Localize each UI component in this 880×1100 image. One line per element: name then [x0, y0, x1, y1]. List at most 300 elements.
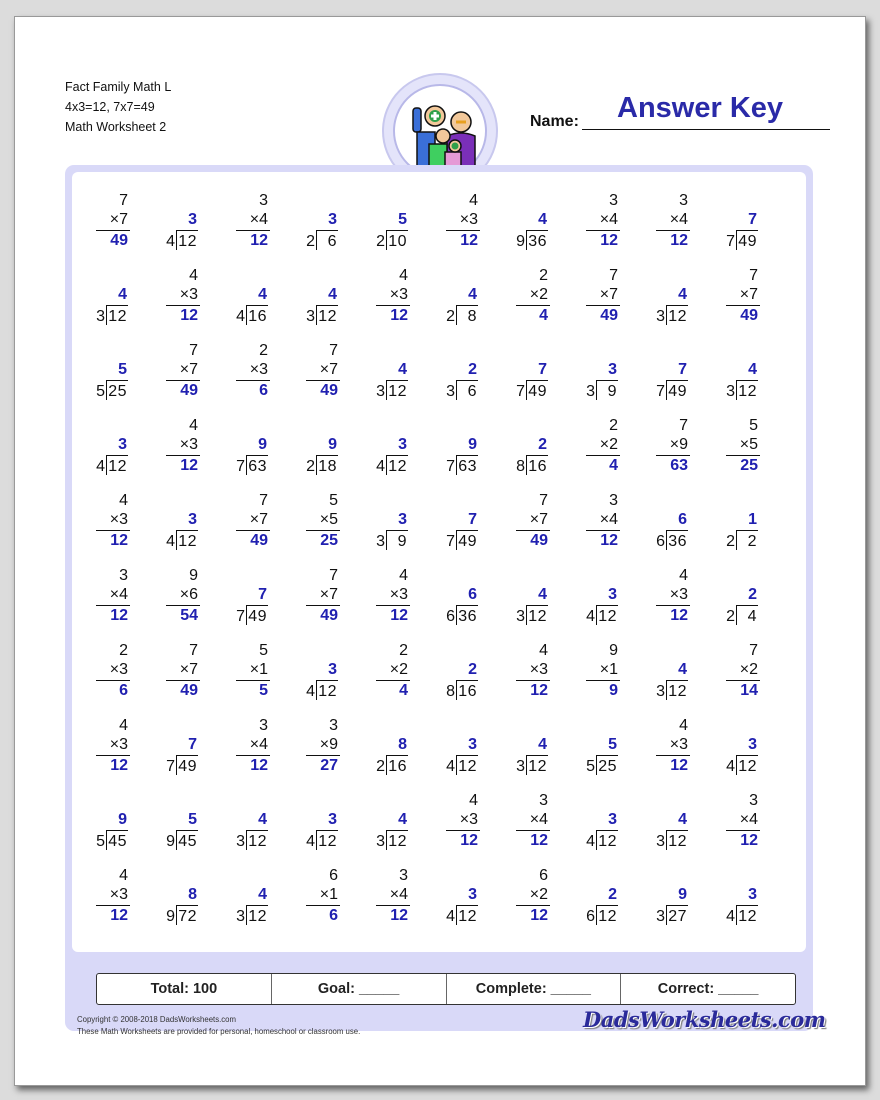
factor-bottom [228, 661, 268, 679]
factor-top: 3 [329, 717, 338, 734]
product-answer: 49 [180, 382, 198, 399]
dividend: 2 [747, 533, 757, 550]
times-sign: × [319, 886, 330, 903]
divisor: 4 [376, 458, 385, 475]
times-sign: × [669, 736, 680, 753]
division-problem [84, 267, 154, 342]
divisor: 4 [446, 908, 455, 925]
multiplication-problem [504, 492, 574, 567]
factor-bottom [298, 736, 338, 754]
factor-bottom [718, 436, 758, 454]
times-sign: × [249, 736, 260, 753]
division-problem [364, 192, 434, 267]
factor-bottom-value: 3 [679, 586, 688, 603]
division-problem [504, 717, 574, 792]
goal-field[interactable]: Goal: _____ [272, 974, 447, 1004]
factor-bottom [368, 886, 408, 904]
division-problem [504, 192, 574, 267]
quotient-answer: 7 [468, 511, 477, 528]
divisor: 2 [306, 233, 315, 250]
factor-bottom [508, 886, 548, 904]
divisor: 3 [376, 833, 385, 850]
division-problem [714, 867, 784, 942]
division-problem [434, 267, 504, 342]
factor-bottom-value: 3 [119, 736, 128, 753]
multiplication-problem [84, 867, 154, 942]
division-problem [714, 192, 784, 267]
factor-bottom-value: 2 [539, 886, 548, 903]
factor-top: 4 [469, 192, 478, 209]
factor-top: 3 [679, 192, 688, 209]
factor-bottom-value: 3 [119, 661, 128, 678]
factor-bottom-value: 7 [259, 511, 268, 528]
product-answer: 12 [670, 757, 688, 774]
answer-line [726, 680, 760, 681]
quotient-answer: 7 [678, 361, 687, 378]
product-answer: 12 [390, 607, 408, 624]
times-sign: × [599, 661, 610, 678]
factor-bottom-value: 4 [399, 886, 408, 903]
quotient-answer: 9 [258, 436, 267, 453]
factor-bottom-value: 1 [329, 886, 338, 903]
dividend: 25 [108, 383, 127, 400]
multiplication-problem [294, 492, 364, 567]
answer-line [236, 530, 270, 531]
multiplication-problem [154, 267, 224, 342]
factor-bottom [88, 211, 128, 229]
divisor: 2 [306, 458, 315, 475]
product-answer: 49 [320, 607, 338, 624]
divisor: 4 [726, 758, 735, 775]
quotient-answer: 5 [118, 361, 127, 378]
answer-line [726, 455, 760, 456]
factor-bottom-value: 2 [399, 661, 408, 678]
dividend: 63 [248, 458, 267, 475]
division-problem [714, 567, 784, 642]
times-sign: × [529, 286, 540, 303]
answer-line [306, 530, 340, 531]
product-answer: 12 [250, 232, 268, 249]
quotient-answer: 5 [608, 736, 617, 753]
quotient-answer: 2 [608, 886, 617, 903]
times-sign: × [179, 361, 190, 378]
times-sign: × [669, 211, 680, 228]
name-field[interactable] [582, 129, 830, 130]
product-answer: 4 [539, 307, 548, 324]
quotient-answer: 9 [118, 811, 127, 828]
name-label: Name: [530, 113, 579, 130]
division-problem [154, 717, 224, 792]
factor-bottom-value: 5 [749, 436, 758, 453]
factor-bottom-value: 4 [609, 211, 618, 228]
factor-top: 3 [259, 192, 268, 209]
times-sign: × [669, 436, 680, 453]
dividend: 8 [467, 308, 477, 325]
factor-top: 2 [609, 417, 618, 434]
product-answer: 12 [390, 307, 408, 324]
answer-line [656, 605, 690, 606]
multiplication-problem [154, 342, 224, 417]
quotient-answer: 4 [678, 661, 687, 678]
times-sign: × [249, 361, 260, 378]
quotient-answer: 9 [468, 436, 477, 453]
worksheet-header [65, 77, 171, 137]
dividend: 12 [318, 308, 337, 325]
multiplication-problem [644, 192, 714, 267]
quotient-answer: 3 [118, 436, 127, 453]
dividend: 12 [668, 308, 687, 325]
quotient-answer: 9 [328, 436, 337, 453]
multiplication-problem [364, 567, 434, 642]
division-problem [154, 867, 224, 942]
times-sign: × [179, 586, 190, 603]
product-answer: 49 [740, 307, 758, 324]
dividend: 16 [528, 458, 547, 475]
divisor: 6 [446, 608, 455, 625]
factor-bottom-value: 4 [609, 511, 618, 528]
answer-line [166, 455, 200, 456]
quotient-answer: 3 [608, 361, 617, 378]
divisor: 4 [236, 308, 245, 325]
times-sign: × [109, 661, 120, 678]
factor-top: 5 [749, 417, 758, 434]
product-answer: 12 [250, 757, 268, 774]
answer-line [306, 605, 340, 606]
product-answer: 14 [740, 682, 758, 699]
division-problem [714, 492, 784, 567]
divisor: 9 [516, 233, 525, 250]
quotient-answer: 4 [538, 586, 547, 603]
dividend: 12 [318, 833, 337, 850]
factor-bottom-value: 3 [259, 361, 268, 378]
multiplication-problem [224, 492, 294, 567]
times-sign: × [389, 586, 400, 603]
answer-line [236, 230, 270, 231]
product-answer: 4 [609, 457, 618, 474]
division-problem [434, 417, 504, 492]
product-answer: 63 [670, 457, 688, 474]
dividend: 12 [598, 908, 617, 925]
factor-bottom-value: 9 [679, 436, 688, 453]
product-answer: 6 [329, 907, 338, 924]
division-problem [154, 192, 224, 267]
times-sign: × [389, 886, 400, 903]
answer-line [586, 680, 620, 681]
divisor: 2 [446, 308, 455, 325]
dividend: 12 [388, 833, 407, 850]
product-answer: 12 [670, 607, 688, 624]
dividend: 10 [388, 233, 407, 250]
multiplication-problem [294, 867, 364, 942]
quotient-answer: 3 [188, 211, 197, 228]
answer-line [516, 905, 550, 906]
divisor: 3 [306, 308, 315, 325]
division-problem [574, 867, 644, 942]
factor-top: 5 [329, 492, 338, 509]
division-problem [434, 867, 504, 942]
quotient-answer: 4 [398, 361, 407, 378]
factor-top: 4 [119, 492, 128, 509]
complete-field[interactable]: Complete: _____ [447, 974, 622, 1004]
quotient-answer: 9 [678, 886, 687, 903]
answer-line [166, 605, 200, 606]
factor-bottom-value: 6 [189, 586, 198, 603]
divisor: 4 [306, 683, 315, 700]
factor-bottom [508, 661, 548, 679]
factor-bottom [508, 511, 548, 529]
dividend: 72 [178, 908, 197, 925]
division-problem [294, 792, 364, 867]
quotient-answer: 4 [258, 286, 267, 303]
factor-bottom [578, 211, 618, 229]
answer-key-title: Answer Key [617, 92, 784, 124]
answer-line [96, 680, 130, 681]
answer-line [586, 230, 620, 231]
answer-line [166, 680, 200, 681]
divisor: 3 [656, 308, 665, 325]
product-answer: 12 [390, 907, 408, 924]
quotient-answer: 3 [328, 661, 337, 678]
factor-bottom-value: 7 [539, 511, 548, 528]
multiplication-problem [224, 717, 294, 792]
dividend: 12 [738, 383, 757, 400]
division-problem [574, 342, 644, 417]
answer-line [376, 680, 410, 681]
times-sign: × [249, 661, 260, 678]
quotient-answer: 2 [468, 661, 477, 678]
product-answer: 12 [180, 457, 198, 474]
times-sign: × [179, 436, 190, 453]
product-answer: 12 [600, 532, 618, 549]
factor-bottom-value: 2 [539, 286, 548, 303]
factor-bottom-value: 7 [609, 286, 618, 303]
factor-top: 3 [609, 492, 618, 509]
factor-bottom [298, 511, 338, 529]
dadsworksheets-logo: DadsWorksheets.com [583, 1007, 826, 1032]
factor-bottom [718, 286, 758, 304]
times-sign: × [599, 286, 610, 303]
divisor: 3 [586, 383, 595, 400]
division-problem [294, 267, 364, 342]
division-problem [364, 417, 434, 492]
division-problem [574, 717, 644, 792]
dividend: 6 [467, 383, 477, 400]
divisor: 3 [236, 833, 245, 850]
multiplication-problem [84, 717, 154, 792]
answer-line [586, 530, 620, 531]
answer-line [726, 830, 760, 831]
factor-bottom [88, 586, 128, 604]
divisor: 3 [656, 908, 665, 925]
divisor: 4 [586, 833, 595, 850]
divisor: 8 [446, 683, 455, 700]
divisor: 3 [236, 908, 245, 925]
division-problem [84, 792, 154, 867]
times-sign: × [529, 811, 540, 828]
answer-line [656, 755, 690, 756]
worksheet-title: Fact Family Math L [65, 80, 172, 94]
factor-bottom [298, 361, 338, 379]
multiplication-problem [714, 417, 784, 492]
dividend: 36 [528, 233, 547, 250]
factor-bottom [228, 211, 268, 229]
division-problem [294, 642, 364, 717]
division-problem [154, 792, 224, 867]
answer-line [446, 230, 480, 231]
factor-bottom [368, 661, 408, 679]
times-sign: × [529, 661, 540, 678]
factor-bottom-value: 4 [259, 736, 268, 753]
quotient-answer: 4 [118, 286, 127, 303]
multiplication-problem [364, 642, 434, 717]
factor-bottom-value: 3 [189, 436, 198, 453]
dividend: 49 [528, 383, 547, 400]
factor-bottom [158, 661, 198, 679]
divisor: 3 [726, 383, 735, 400]
factor-top: 7 [189, 342, 198, 359]
times-sign: × [179, 661, 190, 678]
division-problem [434, 492, 504, 567]
factor-bottom-value: 7 [749, 286, 758, 303]
quotient-answer: 4 [748, 361, 757, 378]
multiplication-problem [154, 417, 224, 492]
factor-top: 9 [609, 642, 618, 659]
divisor: 4 [96, 458, 105, 475]
product-answer: 12 [600, 232, 618, 249]
times-sign: × [739, 286, 750, 303]
quotient-answer: 3 [748, 886, 757, 903]
factor-bottom [158, 436, 198, 454]
multiplication-problem [644, 417, 714, 492]
multiplication-problem [154, 567, 224, 642]
factor-bottom-value: 3 [189, 286, 198, 303]
product-answer: 49 [600, 307, 618, 324]
divisor: 2 [376, 758, 385, 775]
factor-top: 3 [119, 567, 128, 584]
factor-top: 2 [259, 342, 268, 359]
quotient-answer: 4 [258, 811, 267, 828]
product-answer: 54 [180, 607, 198, 624]
dividend: 12 [598, 608, 617, 625]
division-problem [84, 342, 154, 417]
factor-top: 2 [539, 267, 548, 284]
times-sign: × [109, 511, 120, 528]
divisor: 5 [96, 383, 105, 400]
factor-bottom [718, 661, 758, 679]
answer-line [306, 905, 340, 906]
factor-bottom-value: 3 [539, 661, 548, 678]
division-problem [434, 642, 504, 717]
divisor: 4 [586, 608, 595, 625]
factor-bottom-value: 3 [469, 211, 478, 228]
dividend: 49 [248, 608, 267, 625]
dividend: 12 [528, 758, 547, 775]
product-answer: 25 [320, 532, 338, 549]
correct-field[interactable]: Correct: _____ [657, 981, 759, 997]
factor-top: 7 [119, 192, 128, 209]
answer-line [236, 755, 270, 756]
answer-line [96, 905, 130, 906]
factor-bottom [508, 286, 548, 304]
times-sign: × [599, 211, 610, 228]
factor-top: 7 [539, 492, 548, 509]
divisor: 7 [446, 458, 455, 475]
factor-bottom-value: 1 [259, 661, 268, 678]
multiplication-problem [574, 417, 644, 492]
factor-top: 4 [679, 567, 688, 584]
division-problem [364, 342, 434, 417]
quotient-answer: 3 [328, 811, 337, 828]
times-sign: × [529, 511, 540, 528]
times-sign: × [249, 211, 260, 228]
divisor: 4 [166, 533, 175, 550]
answer-line [516, 305, 550, 306]
factor-bottom-value: 3 [119, 511, 128, 528]
dividend: 16 [458, 683, 477, 700]
product-answer: 12 [530, 907, 548, 924]
divisor: 7 [516, 383, 525, 400]
divisor: 3 [516, 758, 525, 775]
fact-family-icon [393, 84, 487, 178]
dividend: 12 [178, 233, 197, 250]
factor-top: 3 [399, 867, 408, 884]
answer-line [516, 530, 550, 531]
division-problem [224, 867, 294, 942]
divisor: 3 [656, 683, 665, 700]
dividend: 12 [668, 683, 687, 700]
product-answer: 25 [740, 457, 758, 474]
multiplication-problem [574, 267, 644, 342]
dividend: 12 [388, 458, 407, 475]
divisor: 7 [726, 233, 735, 250]
divisor: 2 [726, 608, 735, 625]
dividend: 6 [327, 233, 337, 250]
answer-line [726, 305, 760, 306]
multiplication-problem [434, 192, 504, 267]
factor-top: 7 [329, 567, 338, 584]
factor-top: 2 [119, 642, 128, 659]
factor-bottom [88, 661, 128, 679]
factor-top: 3 [259, 717, 268, 734]
multiplication-problem [574, 492, 644, 567]
factor-bottom-value: 9 [329, 736, 338, 753]
times-sign: × [179, 286, 190, 303]
factor-top: 7 [749, 642, 758, 659]
divisor: 3 [446, 383, 455, 400]
dividend: 49 [178, 758, 197, 775]
answer-line [586, 305, 620, 306]
dividend: 12 [668, 833, 687, 850]
factor-bottom-value: 4 [259, 211, 268, 228]
product-answer: 12 [110, 532, 128, 549]
quotient-answer: 4 [328, 286, 337, 303]
factor-bottom [228, 361, 268, 379]
multiplication-problem [294, 342, 364, 417]
factor-bottom-value: 3 [469, 811, 478, 828]
factor-bottom [88, 511, 128, 529]
division-problem [504, 567, 574, 642]
divisor: 7 [236, 458, 245, 475]
product-answer: 12 [530, 832, 548, 849]
multiplication-problem [504, 867, 574, 942]
factor-top: 4 [399, 267, 408, 284]
factor-bottom [158, 361, 198, 379]
answer-line [656, 455, 690, 456]
answer-line [306, 755, 340, 756]
times-sign: × [109, 736, 120, 753]
answer-line [446, 830, 480, 831]
dividend: 49 [458, 533, 477, 550]
